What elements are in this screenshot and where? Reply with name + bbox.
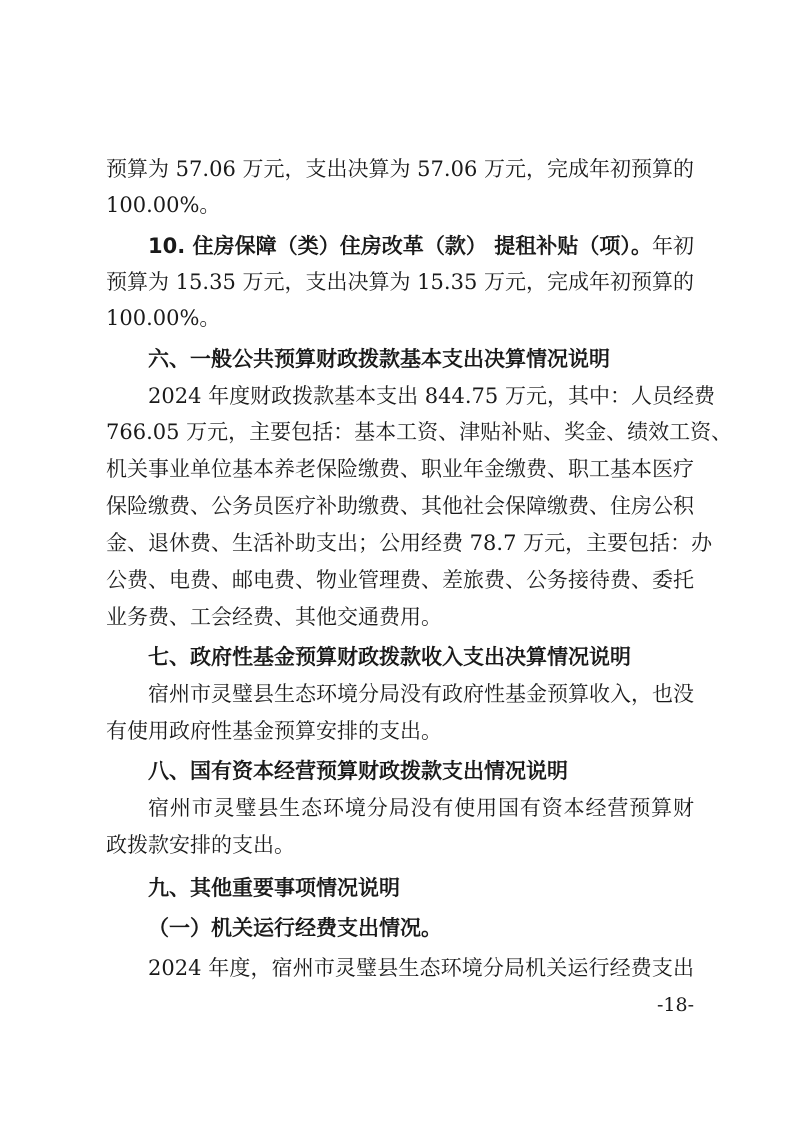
paragraph-line: 政拨款安排的支出。 [106,833,295,857]
subsection-heading: （一）机关运行经费支出情况。 [148,916,442,940]
paragraph-text: 年初 [651,234,694,258]
paragraph-line: 预算为 15.35 万元，支出决算为 15.35 万元，完成年初预算的 [106,270,694,294]
page-number: -18- [656,994,694,1016]
paragraph-line: 机关事业单位基本养老保险缴费、职业年金缴费、职工基本医疗 [106,457,694,481]
section-heading: 九、其他重要事项情况说明 [148,876,400,900]
paragraph-line: 100.00%。 [106,306,221,330]
paragraph-line: 100.00%。 [106,193,221,217]
paragraph-line: 2024 年度，宿州市灵璧县生态环境分局机关运行经费支出 [148,956,694,980]
paragraph-line: 2024 年度财政拨款基本支出 844.75 万元，其中：人员经费 [148,384,715,408]
subsection-heading: 10. 住房保障（类）住房改革（款） 提租补贴（项）。 [148,234,652,258]
paragraph-line: 宿州市灵璧县生态环境分局没有使用国有资本经营预算财 [148,796,694,820]
section-heading: 八、国有资本经营预算财政拨款支出情况说明 [148,759,568,783]
section-heading: 六、一般公共预算财政拨款基本支出决算情况说明 [148,347,610,371]
subsection-heading-line [148,230,694,262]
paragraph-line: 有使用政府性基金预算安排的支出。 [106,719,442,743]
paragraph-line: 金、退休费、生活补助支出；公用经费 78.7 万元，主要包括：办 [106,531,713,555]
paragraph-line: 公费、电费、邮电费、物业管理费、差旅费、公务接待费、委托 [106,568,694,592]
paragraph-line: 业务费、工会经费、其他交通费用。 [106,605,442,629]
section-heading: 七、政府性基金预算财政拨款收入支出决算情况说明 [148,645,631,669]
paragraph-line: 预算为 57.06 万元，支出决算为 57.06 万元，完成年初预算的 [106,157,694,181]
paragraph-line: 766.05 万元，主要包括：基本工资、津贴补贴、奖金、绩效工资、 [106,420,733,444]
paragraph-line: 宿州市灵璧县生态环境分局没有政府性基金预算收入，也没 [148,682,694,706]
paragraph-line: 保险缴费、公务员医疗补助缴费、其他社会保障缴费、住房公积 [106,494,694,518]
